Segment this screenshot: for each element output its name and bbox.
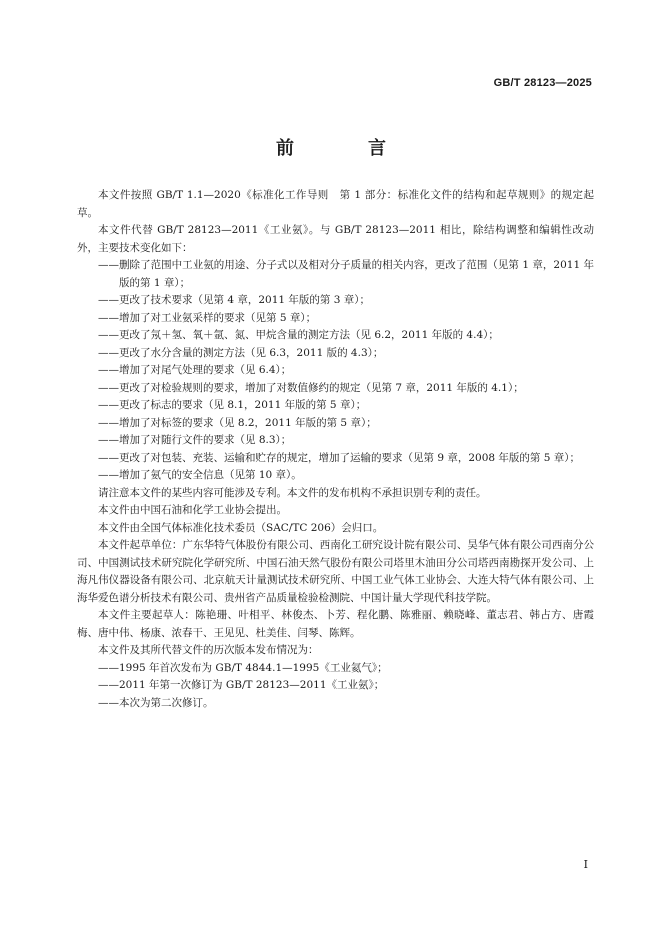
paragraph: 本文件起草单位：广东华特气体股份有限公司、西南化工研究设计院有限公司、昊华气体有限公司西南分公司、中国测试技术研究院化学研究所、中国石油天然气股份有限公司塔里木油田分公司塔西南勘探开发公司、上海凡伟仪器设备有限公司、北京航天计量测试技术研究所、中国工业气体工业协会、大连大特气体有限公司、上海华爱色谱分析技术有限公司、贵州省产品质量检验检测院、中国计量大学现代科技学院。: [77, 539, 594, 604]
list-item: ——本次为第二次修订。: [98, 696, 214, 709]
foreword-body: [77, 187, 594, 712]
paragraph: 本文件由中国石油和化学工业协会提出。: [98, 504, 287, 516]
paragraph: 本文件由全国气体标准化技术委员（SAC/TC 206）会归口。: [98, 521, 384, 534]
document-code: GB/T 28123—2025: [493, 77, 592, 89]
list-item: ——增加了对尾气处理的要求（见 6.4）；: [98, 364, 292, 376]
list-item: ——2011 年第一次修订为 GB/T 28123—2011《工业氨》；: [98, 679, 385, 691]
paragraph: 请注意本文件的某些内容可能涉及专利。本文件的发布机构不承担识别专利的责任。: [98, 486, 487, 499]
list-item: ——更改了对包装、充装、运输和贮存的规定，增加了运输的要求（见第 9 章，2008 年版的第 5 章）；: [98, 451, 581, 464]
list-item: ——更改了水分含量的测定方法（见 6.3，2011 版的 4.3）；: [98, 346, 384, 359]
list-item: ——更改了标志的要求（见 8.1，2011 年版的第 5 章）；: [98, 399, 367, 411]
list-item: ——增加了氨气的安全信息（见第 10 章）。: [98, 469, 302, 481]
paragraph: 本文件按照 GB/T 1.1—2020《标准化工作导则 第 1 部分：标准化文件的结构和起草规则》的规定起草。: [77, 189, 594, 219]
paragraph: 本文件及其所代替文件的历次版本发布情况为：: [98, 644, 319, 656]
list-item: ——更改了对检验规则的要求，增加了对数值修约的规定（见第 7 章，2011 年版的 4.1）；: [98, 381, 524, 394]
list-item: ——更改了氖＋氢、氧＋氩、氮、甲烷含量的测定方法（见 6.2，2011 年版的 4.4）；: [98, 329, 499, 341]
page-title: 前 言: [276, 138, 414, 159]
paragraph: 本文件代替 GB/T 28123—2011《工业氨》。与 GB/T 28123—2011 相比，除结构调整和编辑性改动外，主要技术变化如下：: [77, 224, 594, 254]
list-item: ——1995 年首次发布为 GB/T 4844.1—1995《工业氦气》；: [98, 661, 388, 674]
list-item: ——增加了对随行文件的要求（见 8.3）；: [98, 434, 292, 446]
page-number: I: [583, 858, 588, 871]
list-item: ——增加了对工业氨采样的要求（见第 5 章）；: [98, 311, 317, 324]
list-item: ——删除了范围中工业氨的用途、分子式以及相对分子质量的相关内容，更改了范围（见第 1 章，2011 年版的第 1 章）；: [98, 259, 594, 289]
paragraph: 本文件主要起草人：陈艳珊、叶相平、林俊杰、卜芳、程化鹏、陈雅丽、赖晓峰、董志君、韩占方、唐霞梅、唐中伟、杨康、浓春干、王见见、杜美佳、闫琴、陈辉。: [77, 609, 594, 639]
list-item: ——更改了技术要求（见第 4 章，2011 年版的第 3 章）；: [98, 294, 371, 306]
list-item: ——增加了对标签的要求（见 8.2，2011 年版的第 5 章）；: [98, 416, 377, 429]
